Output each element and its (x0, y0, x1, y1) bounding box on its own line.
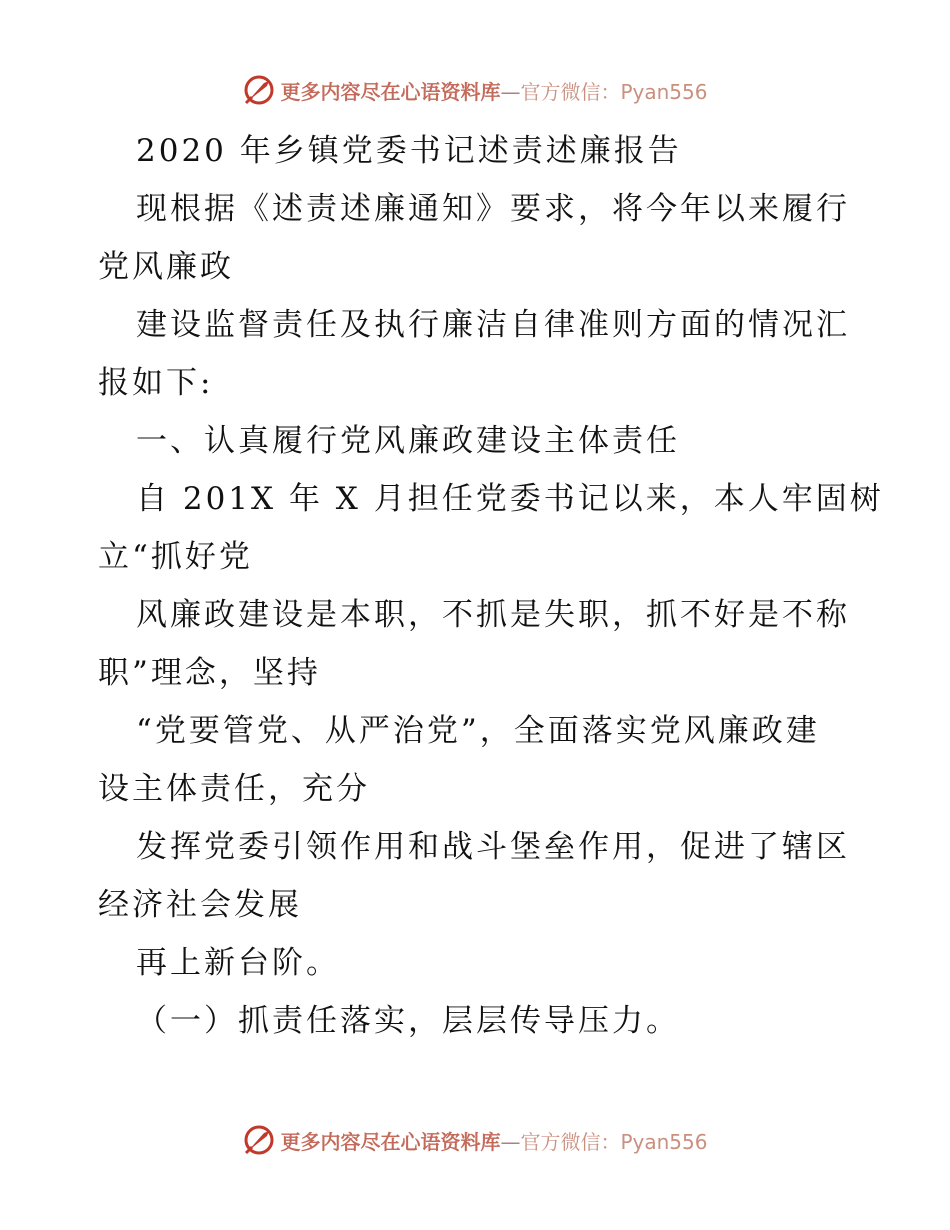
watermark-site-name: 更多内容尽在心语资料库 (280, 1129, 501, 1154)
document-line: 建设监督责任及执行廉洁自律准则方面的情况汇 (136, 307, 850, 343)
header-watermark (0, 70, 950, 110)
document-line: 自 201X 年 X 月担任党委书记以来，本人牢固树 (136, 481, 884, 517)
quill-logo-icon (242, 1123, 276, 1157)
watermark-site-name: 更多内容尽在心语资料库 (280, 79, 501, 104)
document-line: 立“抓好党 (98, 539, 253, 575)
document-line: “党要管党、从严治党”，全面落实党风廉政建 (136, 713, 820, 749)
watermark-text (280, 76, 707, 105)
watermark-wechat: 官方微信：Pyan556 (520, 1129, 708, 1154)
watermark-wechat: 官方微信：Pyan556 (520, 79, 708, 104)
document-line: 党风廉政 (98, 249, 234, 285)
document-line: 风廉政建设是本职，不抓是失职，抓不好是不称 (136, 597, 850, 633)
document-line: 一、认真履行党风廉政建设主体责任 (136, 423, 680, 459)
document-line: （一）抓责任落实，层层传导压力。 (136, 1003, 680, 1039)
watermark-separator: — (500, 1129, 521, 1154)
document-line: 经济社会发展 (98, 887, 302, 923)
watermark-text (280, 1126, 707, 1155)
watermark-separator: — (500, 79, 521, 104)
quill-logo-icon (242, 73, 276, 107)
footer-watermark (0, 1120, 950, 1160)
document-line: 职”理念，坚持 (98, 655, 321, 691)
document-line: 现根据《述责述廉通知》要求，将今年以来履行 (136, 191, 850, 227)
document-line: 设主体责任，充分 (98, 771, 370, 807)
document-line: 再上新台阶。 (136, 945, 340, 981)
document-line: 2020 年乡镇党委书记述责述廉报告 (136, 133, 682, 169)
document-line: 发挥党委引领作用和战斗堡垒作用，促进了辖区 (136, 829, 850, 865)
document-body (98, 122, 884, 1050)
document-line: 报如下: (98, 365, 214, 401)
